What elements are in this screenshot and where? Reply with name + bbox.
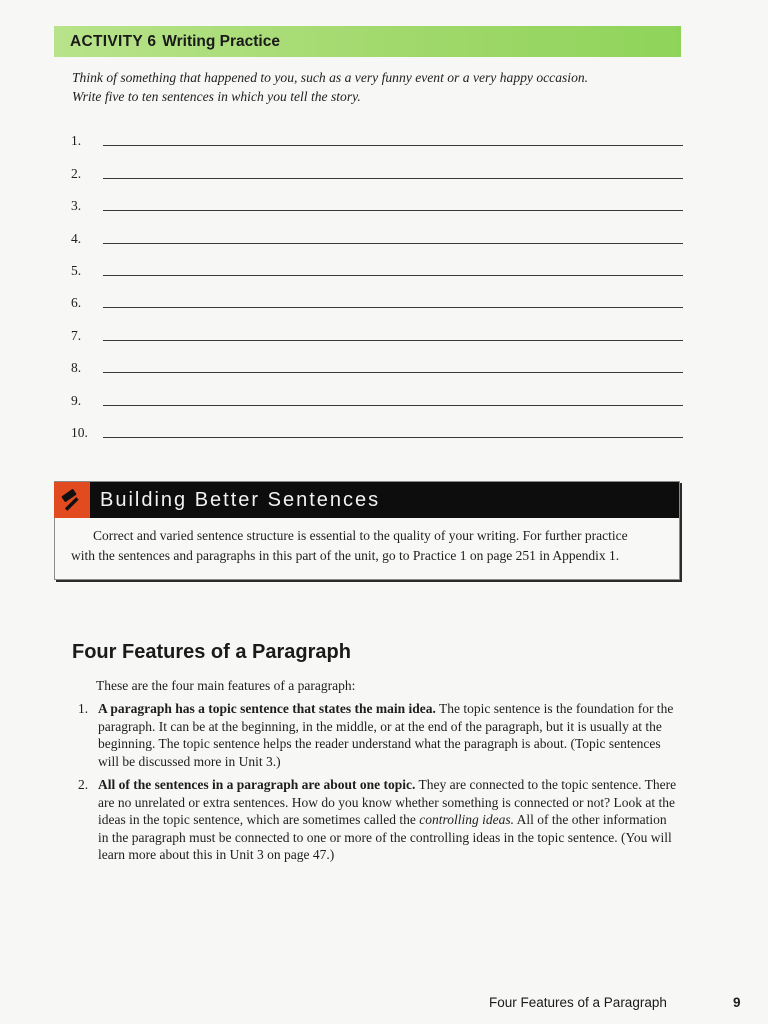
line-rule: [103, 209, 683, 211]
line-rule: [103, 404, 683, 406]
bbs-text-line: with the sentences and paragraphs in this part of the unit, go to Practice 1 on page 251 in Appendix 1.: [71, 548, 620, 563]
hammer-icon: [54, 482, 90, 518]
list-item: [78, 700, 678, 770]
writing-line[interactable]: [71, 118, 683, 150]
building-better-sentences-header: [55, 482, 679, 518]
writing-lines: [71, 118, 683, 442]
list-item-body: [98, 776, 678, 864]
activity-instructions: [72, 68, 672, 106]
writing-line[interactable]: [71, 215, 683, 247]
building-better-sentences-box: [54, 481, 680, 580]
section-intro: These are the four main features of a paragraph:: [96, 678, 356, 693]
instruction-line: Think of something that happened to you, such as a very funny event or a very happy occasion.: [72, 70, 589, 85]
controlling-ideas-term: controlling ideas.: [419, 812, 515, 827]
line-rule: [103, 177, 683, 179]
line-number: 4.: [71, 230, 82, 246]
line-number: 5.: [71, 262, 82, 278]
line-rule: [103, 436, 683, 438]
line-rule: [103, 306, 683, 308]
line-number: 3.: [71, 198, 82, 214]
feature-lead: A paragraph has a topic sentence that states the main idea.: [98, 701, 436, 716]
writing-line[interactable]: [71, 345, 683, 377]
line-number: 8.: [71, 360, 82, 376]
building-better-sentences-text: [55, 518, 679, 566]
writing-line[interactable]: [71, 280, 683, 312]
writing-line[interactable]: [71, 248, 683, 280]
feature-text: All of the other information in the paragraph must be connected to one or more of the controlling ideas in the topic sentence. (You will learn more about this in Unit 3 on page 47.): [98, 812, 672, 862]
list-item: [78, 776, 678, 864]
writing-line[interactable]: [71, 150, 683, 182]
writing-line[interactable]: [71, 377, 683, 409]
bbs-text-line: Correct and varied sentence structure is essential to the quality of your writing. For further practice: [93, 528, 628, 543]
activity-title: Writing Practice: [162, 32, 280, 50]
activity-label: ACTIVITY 6: [70, 32, 157, 50]
feature-list: [78, 700, 678, 870]
line-number: 10.: [71, 424, 88, 440]
writing-line[interactable]: [71, 312, 683, 344]
instruction-line: Write five to ten sentences in which you tell the story.: [72, 89, 361, 104]
list-item-number: 2.: [78, 777, 89, 792]
list-item-number: 1.: [78, 701, 89, 716]
page-number: 9: [733, 995, 741, 1010]
line-number: 2.: [71, 165, 82, 181]
line-number: 6.: [71, 295, 82, 311]
line-number: 7.: [71, 327, 82, 343]
feature-lead: All of the sentences in a paragraph are about one topic.: [98, 777, 416, 792]
line-rule: [103, 339, 683, 341]
activity-header: [54, 26, 681, 57]
line-number: 9.: [71, 392, 82, 408]
line-rule: [103, 274, 683, 276]
footer-title: Four Features of a Paragraph: [489, 995, 667, 1010]
list-item-body: [98, 700, 678, 770]
line-number: 1.: [71, 133, 82, 149]
feature-text: They are connected to the topic sentence. There are no unrelated or extra sentences. How do you know whether something is connected or not? Look at the ideas in the topic sentence, which are sometimes called the: [98, 777, 677, 827]
writing-line[interactable]: [71, 410, 683, 442]
line-rule: [103, 242, 683, 244]
section-title: Four Features of a Paragraph: [72, 641, 351, 663]
writing-line[interactable]: [71, 183, 683, 215]
line-rule: [103, 371, 683, 373]
line-rule: [103, 144, 683, 146]
building-better-sentences-title: Building Better Sentences: [100, 488, 381, 511]
feature-text: The topic sentence is the foundation for the paragraph. It can be at the beginning, in the middle, or at the end of the paragraph, but it is usually at the beginning. The topic sentence helps the reader understand what the paragraph is about. (Topic sentences will be discussed more in Unit 3.): [98, 701, 674, 769]
